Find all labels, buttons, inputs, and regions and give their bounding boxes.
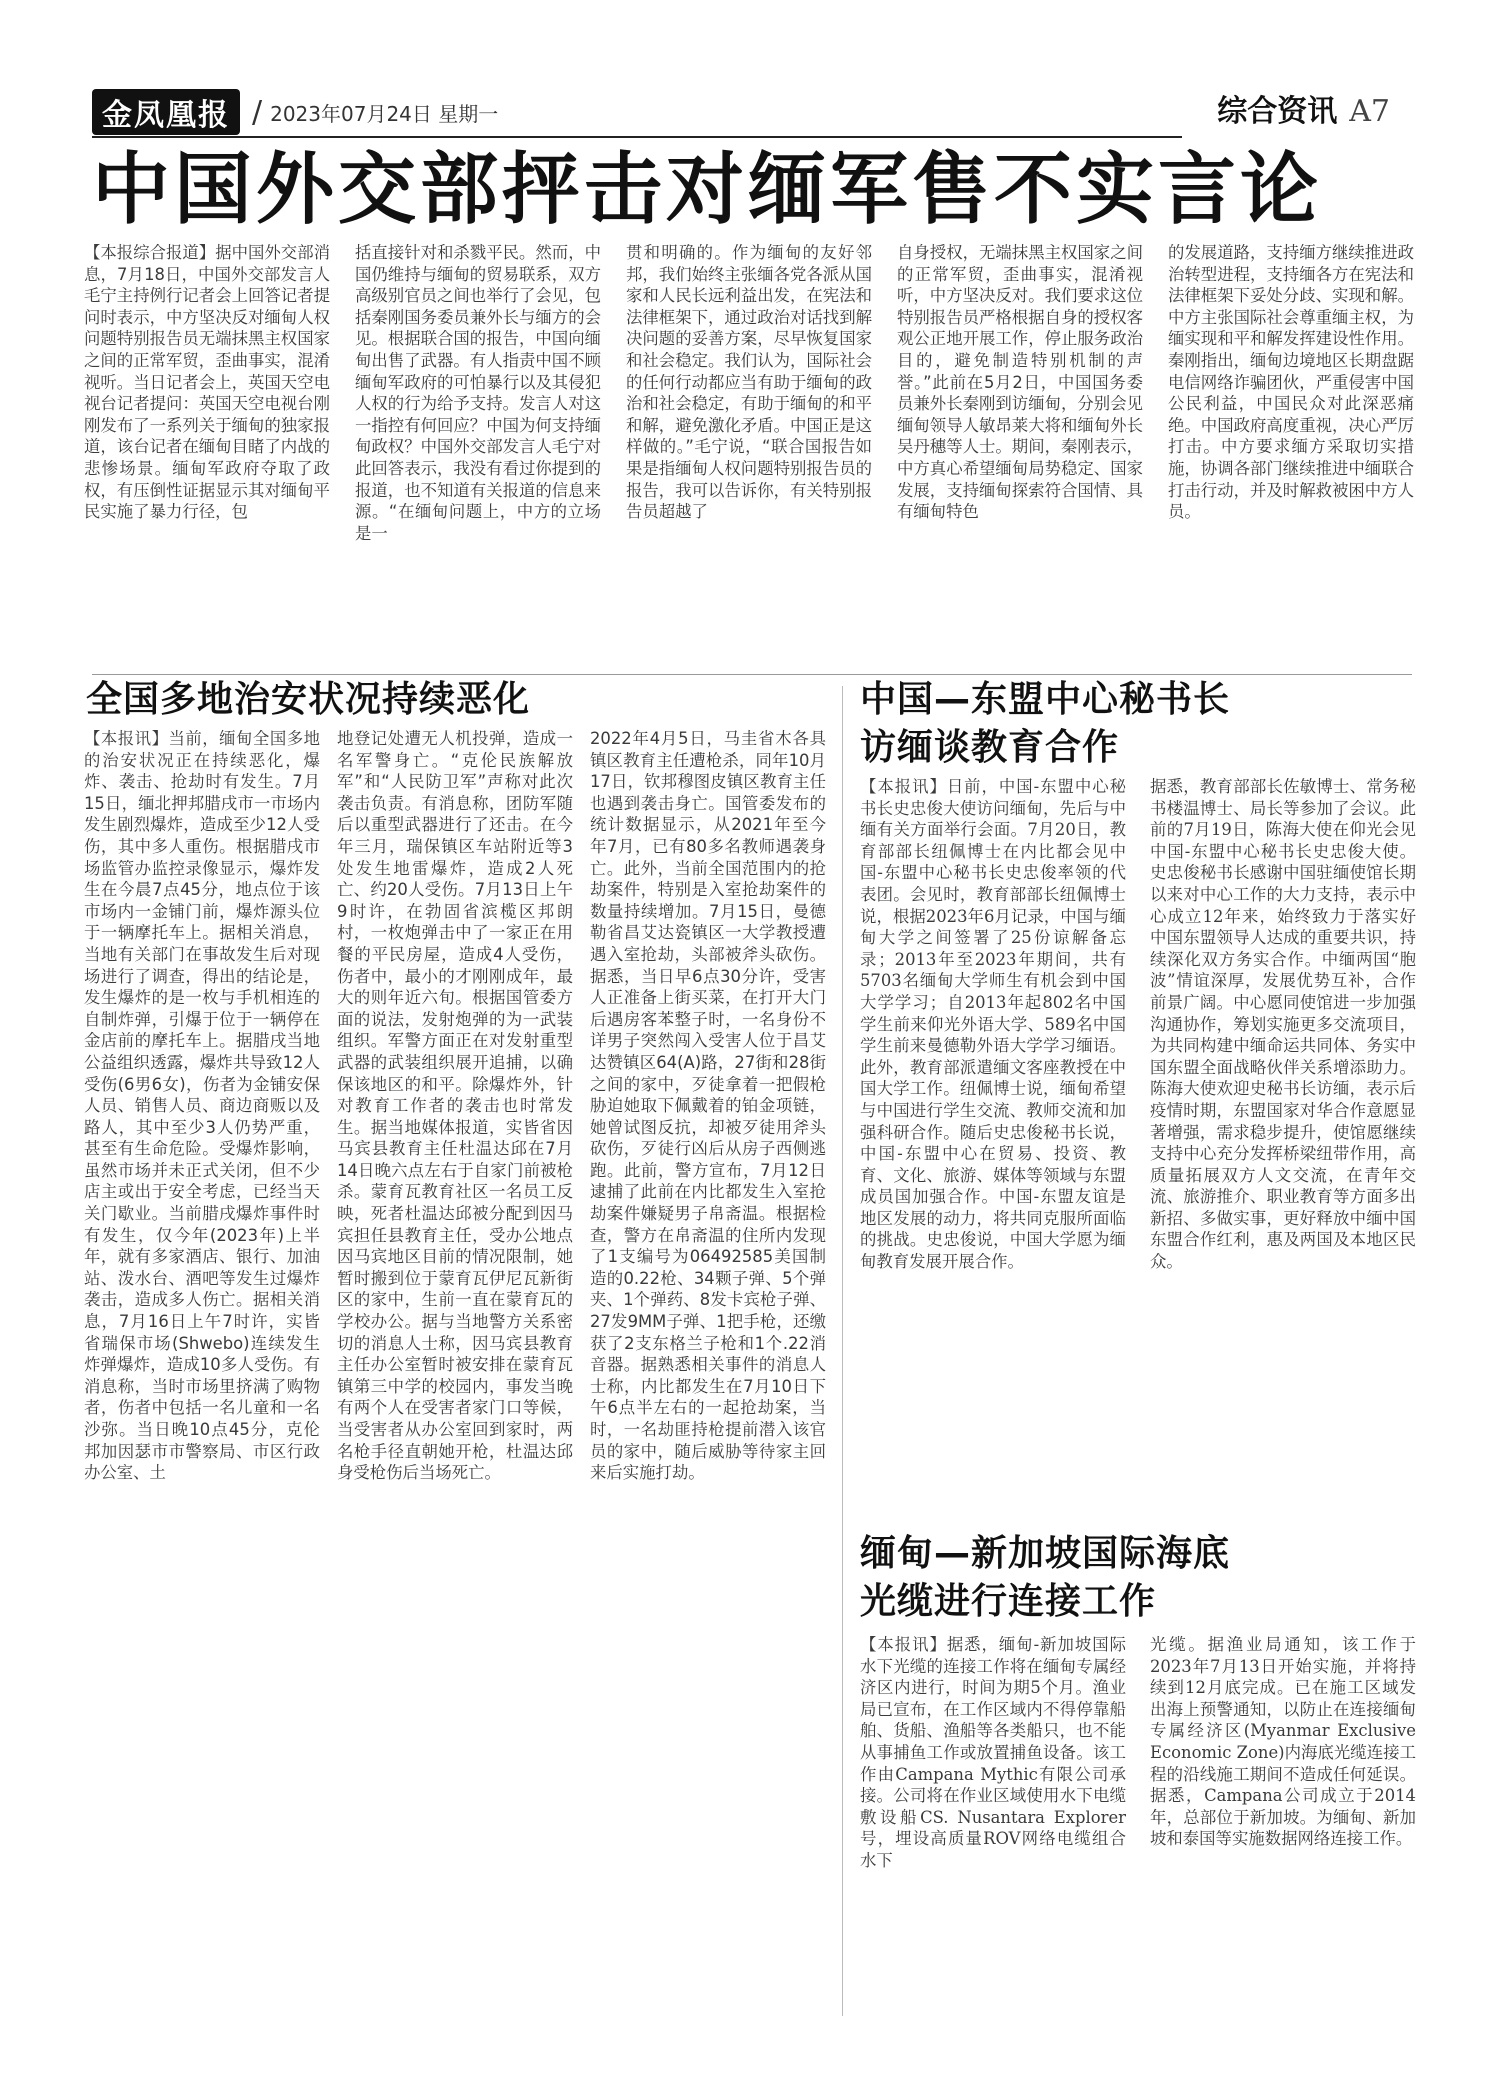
story3-column-2 [1150,776,1416,1496]
lead-column-5 [1168,242,1414,666]
story4-text-2: 光缆。据渔业局通知，该工作于2023年7月13日开始实施，并将持续到12月底完成。已在施工区域发出海上预警通知，以防止在连接缅甸专属经济区(Myanmar Exclusive Economic Zone)内海底光缆连接工程的沿线施工期间不造成任何延误。据悉，Campana公司成立于2014年，总部位于新加坡。为缅甸、新加坡和泰国等实施数据网络连接工作。 [1150,1635,1416,1849]
story2-text-2: 地登记处遭无人机投弹，造成一名军警身亡。“克伦民族解放军”和“人民防卫军”声称对此次袭击负责。有消息称，团防军随后以重型武器进行了还击。在今年三月，瑞保镇区车站附近等3处发生地雷爆炸，造成2人死亡、约20人受伤。7月13日上午9时许，在勃固省滨榄区邦朗村，一枚炮弹击中了一家正在用餐的平民房屋，造成4人受伤，伤者中，最小的才刚刚成年，最大的则年近六旬。根据国管委方面的说法，发射炮弹的为一武装组织。军警方面正在对发射重型武器的武装组织展开追捕，以确保该地区的和平。除爆炸外，针对教育工作者的袭击也时常发生。据当地媒体报道，实皆省因马宾县教育主任杜温达邱在7月14日晚六点左右于自家门前被枪杀。蒙育瓦教育社区一名员工反映，死者杜温达邱被分配到因马宾担任县教育主任，受办公地点因马宾地区目前的情况限制，她暂时搬到位于蒙育瓦伊尼瓦新街区的家中，生前一直在蒙育瓦的学校办公。据与当地警方关系密切的消息人士称，因马宾县教育主任办公室暂时被安排在蒙育瓦镇第三中学的校园内，事发当晚有两个人在受害者家门口等候，当受害者从办公室回到家时，两名枪手径直朝她开枪，杜温达邱身受枪伤后当场死亡。 [337,729,573,1483]
lead-paragraph-3: 贯和明确的。作为缅甸的友好邻邦，我们始终主张缅各党各派从国家和人民长远利益出发，在宪法和法律框架下，通过政治对话找到解决问题的妥善方案，尽早恢复国家和社会稳定。我们认为，国际社会的任何行动都应当有助于缅甸的政治和社会稳定，有助于缅甸的和平和解，避免激化矛盾。中国正是这样做的。”毛宁说，“联合国报告如果是指缅甸人权问题特别报告员的报告，我可以告诉你，有关特别报告员超越了 [626,243,872,522]
lead-paragraph-2: 括直接针对和杀戮平民。然而，中国仍维持与缅甸的贸易联系，双方高级别官员之间也举行了会见，包括秦刚国务委员兼外长与缅方的会见。根据联合国的报告，中国向缅甸出售了武器。有人指责中国不顾缅甸军政府的可怕暴行以及其侵犯人权的行为给予支持。发言人对这一指控有何回应？中国为何支持缅甸政权？中国外交部发言人毛宁对此回答表示，我没有看过你提到的报道，也不知道有关报道的信息来源。“在缅甸问题上，中方的立场是一 [355,243,601,543]
story2-column-1 [84,728,320,2028]
story3-headline [860,676,1230,772]
story4-headline [860,1530,1230,1626]
lead-column-2 [355,242,601,666]
story2-body [84,728,826,2028]
lead-paragraph-4: 自身授权，无端抹黑主权国家之间的正常军贸，歪曲事实，混淆视听，中方坚决反对。我们要求这位特别报告员严格根据自身的授权客观公正地开展工作，停止服务政治目的，避免制造特别机制的声誉。”此前在5月2日，中国国务委员兼外长秦刚到访缅甸，分别会见缅甸领导人敏昂莱大将和缅甸外长吴丹穗等人士。期间，秦刚表示，中方真心希望缅甸局势稳定、国家发展，支持缅甸探索符合国情、具有缅甸特色 [897,243,1143,522]
story2-text-3: 2022年4月5日，马圭省木各具镇区教育主任遭枪杀，同年10月17日，钦邦穆图皮镇区教育主任也遇到袭击身亡。国管委发布的统计数据显示，从2021年至今年7月，已有80多名教师遇袭身亡。此外，当前全国范围内的抢劫案件，特别是入室抢劫案件的数量持续增加。7月15日，曼德勒省昌艾达瓷镇区一大学教授遭遇入室抢劫，头部被斧头砍伤。据悉，当日早6点30分许，受害人正准备上街买菜，在打开大门后遇房客苯整子时，一名身份不详男子突然闯入受害人位于昌艾达赞镇区64(A)路，27街和28街之间的家中，歹徒拿着一把假枪胁迫她取下佩戴着的铂金项链，她曾试图反抗，却被歹徒用斧头砍伤，歹徒行凶后从房子西侧逃跑。此前，警方宣布，7月12日逮捕了此前在内比都发生入室抢劫案件嫌疑男子帛斋温。根据检查，警方在帛斋温的住所内发现了1支编号为06492585美国制造的0.22枪、34颗子弹、5个弹夹、1个弹药、8发卡宾枪子弹、27发9MM子弹、1把手枪，还缴获了2支东格兰子枪和1个.22消音器。据熟悉相关事件的消息人士称，内比都发生在7月10日下午6点半左右的一起抢劫案，当时，一名劫匪持枪提前潜入该官员的家中，随后威胁等待家主回来后实施打劫。 [590,729,826,1483]
story4-body [860,1634,1416,2014]
story3-headline-line2: 访缅谈教育合作 [860,727,1120,768]
story4-headline-line2: 光缆进行连接工作 [860,1581,1157,1622]
story2-headline: 全国多地治安状况持续恶化 [86,679,531,720]
section-header [1217,86,1390,130]
section-divider [92,674,1412,675]
lead-paragraph-1: 【本报综合报道】据中国外交部消息，7月18日，中国外交部发言人毛宁主持例行记者会上回答记者提问时表示，中方坚决反对缅甸人权问题特别报告员无端抹黑主权国家之间的正常军贸，歪曲事实，混淆视听。当日记者会上，英国天空电视台记者提问：英国天空电视台刚刚发布了一系列关于缅甸的独家报道，该台记者在缅甸目睹了内战的悲惨场景。缅甸军政府夺取了政权，有压倒性证据显示其对缅甸平民实施了暴力行径，包 [84,243,330,522]
main-headline: 中国外交部抨击对缅军售不实言论 [92,145,1323,235]
story2-column-3 [590,728,826,2028]
story3-text-1: 【本报讯】日前，中国-东盟中心秘书长史忠俊大使访问缅甸，先后与中缅有关方面举行会面。7月20日，教育部部长纽佩博士在内比都会见中国-东盟中心秘书长史忠俊率领的代表团。会见时，教育部部长纽佩博士说，根据2023年6月记录，中国与缅甸大学之间签署了25份谅解备忘录；2013年至2023年期间，共有5703名缅甸大学师生有机会到中国大学学习；自2013年起802名中国学生前来仰光外语大学、589名中国学生前来曼德勒外语大学学习缅语。此外，教育部派遣缅文客座教授在中国大学工作。纽佩博士说，缅甸希望与中国进行学生交流、教师交流和加强科研合作。随后史忠俊秘书长说，中国-东盟中心在贸易、投资、教育、文化、旅游、媒体等领域与东盟成员国加强合作。中国-东盟友谊是地区发展的动力，将共同克服所面临的挑战。史忠俊说，中国大学愿为缅甸教育发展开展合作。 [860,777,1126,1272]
page-number: A7 [1349,94,1390,129]
issue-date: 2023年07月24日 星期一 [270,101,499,126]
story2-text-1: 【本报讯】当前，缅甸全国多地的治安状况正在持续恶化，爆炸、袭击、抢劫时有发生。7月15日，缅北押邦腊戌市一市场内发生剧烈爆炸，造成至少12人受伤，其中多人重伤。根据腊戌市场监管办监控录像显示，爆炸发生在今晨7点45分，地点位于该市场内一金铺门前，爆炸源头位于一辆摩托车上。据相关消息，当地有关部门在事故发生后对现场进行了调查，得出的结论是，发生爆炸的是一枚与手机相连的自制炸弹，引爆于位于一辆停在金店前的摩托车上。据腊戌当地公益组织透露，爆炸共导致12人受伤(6男6女)，伤者为金铺安保人员、销售人员、商边商贩以及路人，其中至少3人仍势严重，甚至有生命危险。受爆炸影响，虽然市场并未正式关闭，但不少店主或出于安全考虑，已经当天关门歇业。当前腊戌爆炸事件时有发生，仅今年(2023年)上半年，就有多家酒店、银行、加油站、泼水台、酒吧等发生过爆炸袭击，造成多人伤亡。据相关消息，7月16日上午7时许，实皆省瑞保市场(Shwebo)连续发生炸弹爆炸，造成10多人受伤。有消息称，当时市场里挤满了购物者，伤者中包括一名儿童和一名沙弥。当日晚10点45分，克伦邦加因瑟市市警察局、市区行政办公室、土 [84,729,320,1483]
story3-column-1 [860,776,1126,1496]
story4-text-1: 【本报讯】据悉，缅甸-新加坡国际水下光缆的连接工作将在缅甸专属经济区内进行，时间为期5个月。渔业局已宣布，在工作区域内不得停靠船舶、货船、渔船等各类船只，也不能从事捕鱼工作或放置捕鱼设备。该工作由Campana Mythic有限公司承接。公司将在作业区域使用水下电缆敷设船CS. Nusantara Explorer号，埋设高质量ROV网络电缆组合水下 [860,1635,1126,1870]
lead-paragraph-5: 的发展道路，支持缅方继续推进政治转型进程，支持缅各方在宪法和法律框架下妥处分歧、实现和解。中方主张国际社会尊重缅主权，为缅实现和平和解发挥建设性作用。秦刚指出，缅甸边境地区长期盘踞电信网络诈骗团伙，严重侵害中国公民利益，中国民众对此深恶痛绝。中国政府高度重视，决心严厉打击。中方要求缅方采取切实措施，协调各部门继续推进中缅联合打击行动，并及时解救被困中方人员。 [1168,243,1414,522]
story4-column-2 [1150,1634,1416,2014]
lead-column-4 [897,242,1143,666]
masthead [92,92,498,132]
lead-column-3 [626,242,872,666]
story4-column-1 [860,1634,1126,2014]
masthead-slash: / [252,94,263,130]
story3-headline-line1: 中国—东盟中心秘书长 [860,679,1231,720]
story2-column-2 [337,728,573,2028]
story3-text-2: 据悉，教育部部长佐敏博士、常务秘书楼温博士、局长等参加了会议。此前的7月19日，陈海大使在仰光会见中国-东盟中心秘书长史忠俊大使。史忠俊秘书长感谢中国驻缅使馆长期以来对中心工作的大力支持，表示中心成立12年来，始终致力于落实好中国东盟领导人达成的重要共识，持续深化双方务实合作。中缅两国“胞波”情谊深厚，发展优势互补，合作前景广阔。中心愿同使馆进一步加强沟通协作，筹划实施更多交流项目，为共同构建中缅命运共同体、务实中国东盟全面战略伙伴关系增添助力。陈海大使欢迎史秘书长访缅，表示后疫情时期，东盟国家对华合作意愿显著增强，需求稳步提升，使馆愿继续支持中心充分发挥桥梁纽带作用，高质量拓展双方人文交流，在青年交流、旅游推介、职业教育等方面多出新招、多做实事，更好释放中缅中国东盟合作红利，惠及两国及本地区民众。 [1150,777,1416,1272]
section-name: 综合资讯 [1217,94,1338,129]
masthead-rule [92,136,1182,138]
story4-headline-line1: 缅甸—新加坡国际海底 [860,1533,1231,1574]
story3-body [860,776,1416,1496]
story-lead [84,242,1414,666]
lead-column-1 [84,242,330,666]
column-divider [842,686,843,2016]
newspaper-logo: 金凤凰报 [92,89,240,135]
